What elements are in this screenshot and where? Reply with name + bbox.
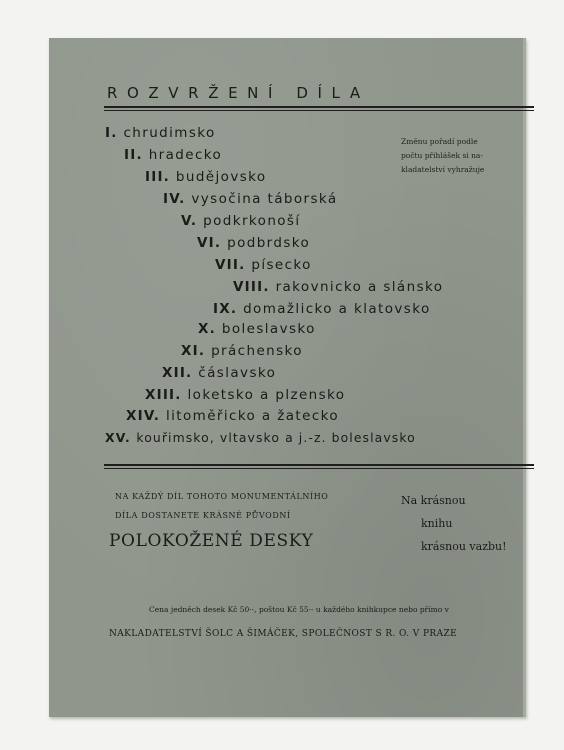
title-rule-thin: [104, 110, 534, 111]
region-item: IX. domažlicko a klatovsko: [213, 301, 431, 317]
publisher-line: NAKLADATELSTVÍ ŠOLC A ŠIMÁČEK, SPOLEČNOST S R. O. V PRAZE: [109, 629, 458, 639]
section-rule-thin: [104, 468, 534, 469]
order-note: [401, 135, 521, 177]
slogan-line-3: krásnou vazbu!: [421, 540, 507, 553]
region-item: V. podkrkonoší: [181, 213, 301, 229]
region-item: VI. podbrdsko: [197, 235, 311, 251]
region-item: XII. čáslavsko: [162, 365, 277, 381]
region-item: XV. kouřimsko, vltavsko a j.-z. boleslavsko: [105, 430, 416, 445]
ad-line-1: NA KAŽDÝ DÍL TOHOTO MONUMENTÁLNÍHO: [115, 492, 329, 501]
region-item: VII. písecko: [215, 257, 312, 273]
cover-title: ROZVRŽENÍ DÍLA: [107, 84, 370, 102]
ad-line-2: DÍLA DOSTANETE KRÁSNÉ PŮVODNÍ: [115, 511, 291, 520]
price-info: Cena jedněch desek Kč 50·-, poštou Kč 55·- u každého knihkupce nebo přímo v: [149, 605, 449, 614]
note-line: počtu přihlášek si na-: [401, 151, 483, 160]
section-rule-thick: [104, 464, 534, 466]
region-item: II. hradecko: [124, 147, 223, 163]
slogan-line-2: knihu: [421, 517, 453, 530]
region-item: XIII. loketsko a plzensko: [145, 387, 346, 403]
ad-headline: POLOKOŽENÉ DESKY: [109, 531, 314, 551]
region-item: III. budějovsko: [145, 169, 267, 185]
region-item: I. chrudimsko: [105, 125, 216, 141]
region-item: XI. práchensko: [181, 343, 303, 359]
slogan-line-1: Na krásnou: [401, 494, 466, 507]
title-rule-thick: [104, 106, 534, 108]
region-item: XIV. litoměřicko a žatecko: [126, 408, 340, 424]
book-cover: [49, 38, 526, 717]
region-item: X. boleslavsko: [198, 321, 316, 337]
region-item: IV. vysočina táborská: [163, 191, 338, 207]
note-line: kladatelství vyhražuje: [401, 165, 485, 174]
note-line: Změnu pořadí podle: [401, 137, 478, 146]
region-item: VIII. rakovnicko a slánsko: [233, 279, 444, 295]
